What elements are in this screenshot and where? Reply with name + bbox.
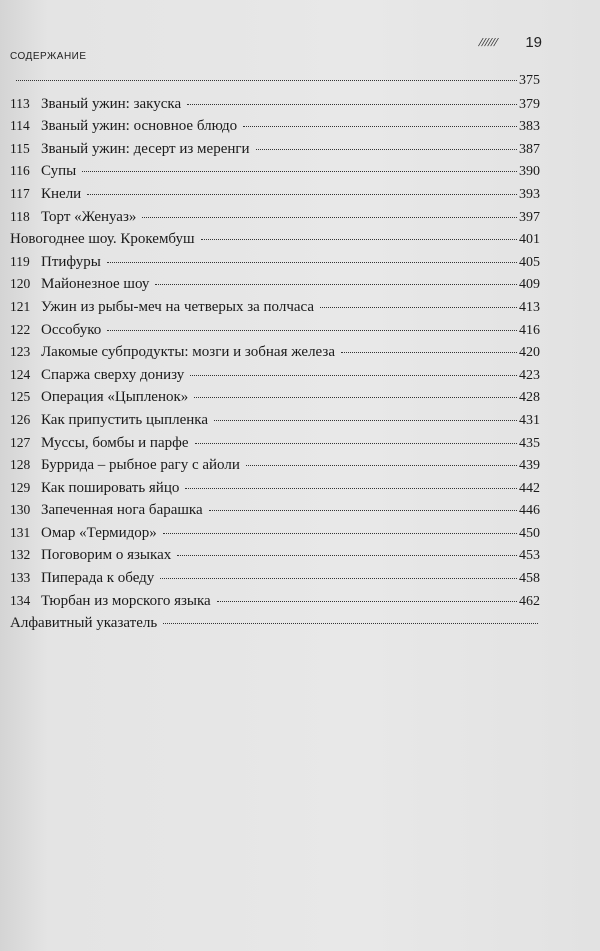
- toc-entry-page: 420: [519, 345, 540, 361]
- toc-entry-page: 409: [519, 277, 540, 293]
- dot-leader: [177, 551, 517, 556]
- toc-entry-page: 390: [519, 164, 540, 180]
- toc-entry-title: Ужин из рыбы-меч на четверых за полчаса: [41, 298, 315, 315]
- toc-entry: [10, 183, 540, 206]
- dot-leader: [142, 213, 517, 218]
- toc-entry: [10, 341, 540, 364]
- toc-entry: [10, 522, 540, 545]
- toc-entry-number: 120: [10, 276, 31, 292]
- dot-leader: [194, 393, 517, 398]
- toc-entry-number: 133: [10, 570, 31, 586]
- dot-leader: [87, 190, 517, 195]
- toc-entry-title: Новогоднее шоу. Крокембуш: [10, 231, 195, 248]
- toc-entry: [10, 409, 540, 432]
- toc-entry: [10, 364, 540, 387]
- toc-entry-page: 375: [519, 73, 540, 88]
- running-head-ticks: //////: [477, 36, 500, 49]
- toc-entry: [10, 296, 540, 319]
- toc-entry: [10, 319, 540, 342]
- dot-leader: [201, 235, 517, 240]
- toc-entry-title: Птифуры: [41, 253, 101, 270]
- dot-leader: [195, 439, 518, 444]
- toc-entry-title: Операция «Цыпленок»: [41, 389, 189, 406]
- toc-entry: [10, 115, 540, 138]
- toc-entry-page: 387: [519, 141, 540, 157]
- section-label: СОДЕРЖАНИЕ: [10, 51, 87, 62]
- dot-leader: [160, 574, 517, 579]
- toc-entry-number: 122: [10, 321, 31, 337]
- toc-entry-page: 450: [519, 525, 540, 541]
- toc-entry-number: 132: [10, 547, 31, 563]
- toc-entry-title: Омар «Термидор»: [41, 524, 157, 541]
- toc-entry-page: 416: [519, 322, 540, 338]
- toc-entry-page: 383: [519, 119, 540, 135]
- toc-entry-title: Пиперада к обеду: [41, 570, 155, 587]
- toc-entry-title: Кнели: [41, 185, 82, 202]
- toc-entry-page: 428: [519, 390, 540, 406]
- toc-entry-title: Как пошировать яйцо: [41, 479, 180, 496]
- toc-entry: [10, 160, 540, 183]
- toc-entry-page: 435: [519, 435, 540, 451]
- toc-entry-title: Как припустить цыпленка: [41, 411, 208, 428]
- dot-leader: [320, 303, 517, 308]
- toc-entry-title: Запеченная нога барашка: [41, 502, 203, 519]
- toc-entry-page: 393: [519, 186, 540, 202]
- toc-entry-title: Званый ужин: десерт из меренги: [41, 140, 250, 157]
- dot-leader: [256, 145, 517, 150]
- dot-leader: [155, 280, 517, 285]
- toc-entry-title: Алфавитный указатель: [10, 615, 158, 632]
- dot-leader: [246, 461, 517, 466]
- toc-entry-number: 117: [10, 185, 30, 201]
- dot-leader: [107, 326, 517, 331]
- toc-entry-page: 379: [519, 96, 540, 112]
- dot-leader: [214, 416, 517, 421]
- toc-entry-number: 131: [10, 524, 31, 540]
- toc-entry: [10, 567, 540, 590]
- toc-entry-page: 446: [519, 503, 540, 519]
- toc-entry: [10, 477, 540, 500]
- toc-entry-number: 119: [10, 253, 30, 269]
- dot-leader: [209, 506, 517, 511]
- toc-entry-number: 123: [10, 344, 31, 360]
- toc-entry-title: Супы: [41, 163, 77, 180]
- toc-entry: [10, 138, 540, 161]
- toc-entry-number: 126: [10, 411, 31, 427]
- toc-entry: [10, 612, 540, 635]
- toc-entry-page: 405: [519, 254, 540, 270]
- dot-leader: [107, 258, 517, 263]
- toc-entry-title: Лакомые субпродукты: мозги и зобная железа: [41, 344, 335, 361]
- dot-leader: [341, 348, 517, 353]
- toc-entry-title: Буррида – рыбное рагу с айоли: [41, 457, 240, 474]
- toc-entry-number: 129: [10, 479, 31, 495]
- toc-entry-title: Званый ужин: закуска: [41, 95, 182, 112]
- toc-entry-title: Оссобуко: [41, 321, 102, 338]
- toc-entry: [10, 70, 540, 93]
- toc-entry-number: 125: [10, 389, 31, 405]
- toc-entry-number: 116: [10, 163, 30, 179]
- toc-entry-number: 115: [10, 140, 30, 156]
- toc-entry-number: 130: [10, 502, 31, 518]
- toc-entry: [10, 499, 540, 522]
- toc-entry-page: 413: [519, 299, 540, 315]
- toc-entry-page: 423: [519, 367, 540, 383]
- dot-leader: [190, 371, 517, 376]
- toc-entry-title: Поговорим о языках: [41, 547, 172, 564]
- toc-entry: [10, 544, 540, 567]
- toc-entry-number: 114: [10, 118, 30, 134]
- toc-entry: [10, 251, 540, 274]
- toc-entry-title: Майонезное шоу: [41, 276, 150, 293]
- toc-entry-page: 401: [519, 232, 540, 248]
- dot-leader: [187, 100, 517, 105]
- toc-entry-title: Торт «Женуаз»: [41, 208, 137, 225]
- toc-entry: [10, 432, 540, 455]
- dot-leader: [163, 529, 517, 534]
- toc-entry-page: 462: [519, 593, 540, 609]
- toc-entry-page: 431: [519, 412, 540, 428]
- dot-leader: [217, 597, 517, 602]
- toc-entry-number: 113: [10, 95, 30, 111]
- dot-leader: [243, 122, 517, 127]
- toc-entry: [10, 590, 540, 613]
- toc-entry: [10, 273, 540, 296]
- toc-entry: [10, 386, 540, 409]
- toc-entry-number: 127: [10, 434, 31, 450]
- toc-entry-number: 128: [10, 457, 31, 473]
- toc-entry-number: 118: [10, 208, 30, 224]
- toc-entry-number: 124: [10, 366, 31, 382]
- toc-entry: [10, 93, 540, 116]
- toc-entry-page: 458: [519, 571, 540, 587]
- dot-leader: [185, 484, 517, 489]
- toc-entry-title: Спаржа сверху донизу: [41, 366, 185, 383]
- toc-entry-page: 453: [519, 548, 540, 564]
- toc-entry-number: 134: [10, 592, 31, 608]
- page-number: 19: [525, 34, 542, 51]
- toc-entry-title: Муссы, бомбы и парфе: [41, 434, 189, 451]
- toc-entry: [10, 454, 540, 477]
- toc-entry: [10, 228, 540, 251]
- toc-entry-title: Тюрбан из морского языка: [41, 592, 211, 609]
- running-head: [479, 34, 542, 51]
- toc-entry-page: 397: [519, 209, 540, 225]
- toc-entry-page: 442: [519, 480, 540, 496]
- dot-leader: [82, 167, 517, 172]
- toc-entry-page: 439: [519, 458, 540, 474]
- toc-entry: [10, 206, 540, 229]
- toc-entry-number: 121: [10, 298, 31, 314]
- dot-leader: [16, 76, 517, 81]
- toc-entry-title: Званый ужин: основное блюдо: [41, 118, 238, 135]
- dot-leader: [163, 619, 538, 624]
- table-of-contents: [10, 70, 540, 635]
